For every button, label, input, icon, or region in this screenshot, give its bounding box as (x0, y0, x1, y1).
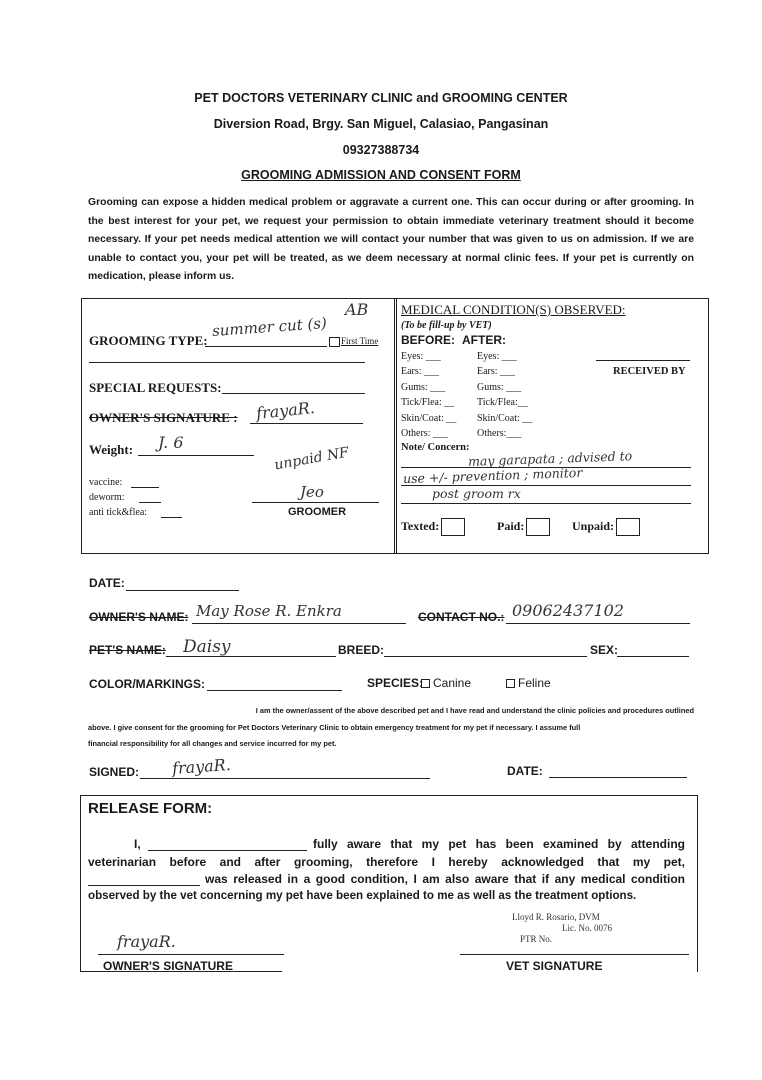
vet-signature-label: VET SIGNATURE (506, 959, 603, 973)
before-item[interactable]: Gums: ___ (401, 381, 446, 393)
grooming-type-value[interactable]: summer cut (s) (211, 314, 328, 340)
sex-field[interactable] (617, 656, 689, 657)
first-time-label: First Time (341, 336, 379, 346)
pet-name-label: PET'S NAME: (89, 643, 166, 657)
pet-name-value[interactable]: Daisy (183, 637, 231, 657)
note-line-3[interactable]: post groom rx (432, 486, 521, 501)
vet-stamp-ptr: PTR No. (520, 934, 553, 944)
release-owner-signature-label: OWNER'S SIGNATURE (103, 959, 233, 973)
note-line-2[interactable]: use +/- prevention ; monitor (402, 464, 583, 487)
paid-option[interactable] (497, 518, 550, 536)
texted-option[interactable] (401, 518, 465, 536)
note-line-1[interactable]: may garapata ; advised to (467, 448, 633, 469)
owner-signature-value[interactable]: frayaR. (255, 397, 316, 424)
paid-label: Paid: (497, 518, 525, 533)
after-item[interactable]: Skin/Coat: __ (477, 412, 533, 424)
after-item[interactable]: Others:___ (477, 428, 522, 440)
deworm-field[interactable] (139, 502, 161, 503)
owner-name-line (192, 623, 406, 624)
release-title: RELEASE FORM: (88, 800, 213, 817)
before-item[interactable]: Ears: ___ (401, 366, 440, 378)
before-item[interactable]: Tick/Flea: __ (401, 397, 455, 409)
owner-signature-label: OWNER'S SIGNATURE : (89, 410, 238, 425)
first-time-option[interactable] (329, 336, 378, 347)
before-item[interactable]: Others: ___ (401, 428, 448, 440)
clinic-address: Diversion Road, Brgy. San Miguel, Calasiao, Pangasinan (213, 117, 549, 131)
vaccine-field[interactable] (131, 487, 159, 488)
handwritten-ab: AB (345, 300, 369, 319)
sex-label: SEX: (590, 643, 619, 657)
owner-signature-line (250, 423, 363, 424)
date-field[interactable] (126, 590, 239, 591)
groomer-value[interactable]: Jeo (300, 483, 324, 501)
grooming-type-line (205, 346, 327, 347)
weight-value[interactable]: J. 6 (158, 433, 184, 452)
species-canine-option[interactable] (418, 676, 471, 690)
intro-paragraph: Grooming can expose a hidden medical problem or aggravate a current one. This can occur during or after grooming. In the best interest for your pet, we request your permission to obtain immediate veterinary treatment should it become necessary. If your pet needs medical attention we will contact your number that was given to us on admission. If we are unable to contact you, your pet will be treated, as we deem necessary at normal clinic fees. If your pet is currently on medication, please inform us. (88, 197, 694, 283)
pet-name-line (166, 656, 336, 657)
deworm-label: deworm: (89, 492, 125, 503)
note-rule-3 (401, 503, 691, 504)
after-label: AFTER: (462, 333, 506, 347)
special-requests-field[interactable] (222, 393, 365, 394)
antitick-label: anti tick&flea: (89, 507, 148, 518)
after-item[interactable]: Tick/Flea:__ (477, 397, 528, 409)
texted-label: Texted: (401, 518, 440, 533)
after-item[interactable]: Ears: ___ (477, 366, 516, 378)
groomer-label: GROOMER (288, 506, 347, 518)
clinic-name: PET DOCTORS VETERINARY CLINIC and GROOMING CENTER (194, 91, 568, 105)
after-item[interactable]: Eyes: ___ (477, 351, 517, 362)
breed-field[interactable] (384, 656, 587, 657)
breed-label: BREED: (338, 643, 385, 657)
feline-checkbox[interactable] (506, 679, 515, 688)
consent-date-field[interactable] (549, 777, 687, 778)
release-line-2: veterinarian before and after grooming, therefore I hereby acknowledged that my pet, (88, 855, 685, 869)
form-title: GROOMING ADMISSION AND CONSENT FORM (241, 168, 521, 182)
before-list (401, 349, 456, 441)
before-item[interactable]: Eyes: ___ (401, 351, 441, 362)
unpaid-checkbox[interactable] (616, 518, 640, 536)
canine-checkbox[interactable] (421, 679, 430, 688)
clinic-phone: 09327388734 (342, 143, 420, 157)
unpaid-option[interactable] (572, 518, 640, 536)
grooming-type-label: GROOMING TYPE: (89, 333, 208, 348)
texted-checkbox[interactable] (441, 518, 465, 536)
special-requests-label: SPECIAL REQUESTS: (89, 380, 222, 395)
weight-line (138, 455, 254, 456)
contact-label: CONTACT NO.: (418, 610, 505, 624)
medical-subtitle: (To be fill-up by VET) (401, 320, 492, 331)
release-name-field[interactable] (148, 850, 307, 851)
medical-title: MEDICAL CONDITION(S) OBSERVED: (401, 302, 626, 317)
note-label: Note/ Concern: (401, 442, 470, 453)
unpaid-label: Unpaid: (572, 518, 615, 533)
consent-date-label: DATE: (507, 764, 543, 778)
first-time-checkbox[interactable] (329, 337, 340, 347)
vet-stamp (512, 912, 612, 945)
groomer-line (252, 502, 379, 503)
signed-value[interactable]: frayaR. (171, 754, 232, 779)
release-line-4: observed by the vet concerning my pet have been explained to me as well as the treatment options. (88, 889, 637, 902)
vaccine-label: vaccine: (89, 477, 123, 488)
date-label: DATE: (89, 576, 125, 590)
grooming-type-extra-line (89, 362, 365, 363)
owner-name-label: OWNER'S NAME: (89, 610, 189, 624)
release-i: I, (134, 837, 141, 851)
contact-value[interactable]: 09062437102 (512, 601, 624, 620)
owner-name-value[interactable]: May Rose R. Enkra (196, 602, 342, 620)
signed-line (140, 778, 430, 779)
species-label: SPECIES: (367, 676, 424, 690)
species-feline-option[interactable] (503, 676, 551, 690)
before-item[interactable]: Skin/Coat: __ (401, 412, 457, 424)
paid-checkbox[interactable] (526, 518, 550, 536)
color-label: COLOR/MARKINGS: (89, 677, 205, 691)
contact-line (506, 623, 690, 624)
consent-line-1: I am the owner/assent of the above described pet and I have read and understand the clinic policies and procedures outlined (255, 706, 694, 715)
color-field[interactable] (207, 690, 342, 691)
canine-label: Canine (433, 676, 472, 690)
vet-stamp-license: Lic. No. 0076 (562, 923, 612, 933)
release-line-1: fully aware that my pet has been examined by attending (313, 837, 685, 851)
release-line-3: was released in a good condition, I am also aware that if any medical condition (205, 872, 685, 886)
consent-line-3: financial responsibility for all changes and service incurred for my pet. (88, 739, 337, 748)
weight-label: Weight: (89, 442, 134, 457)
handwritten-unpaid: unpaid NF (273, 444, 351, 474)
received-by-label: RECEIVED BY (613, 366, 686, 377)
after-item[interactable]: Gums: ___ (477, 381, 522, 393)
consent-line-2: above. I give consent for the grooming for Pet Doctors Veterinary Clinic to obtain emergency treatment for my pet if necessary. I assume full (88, 723, 581, 732)
antitick-field[interactable] (161, 517, 182, 518)
before-label: BEFORE: (401, 333, 455, 347)
vet-stamp-name: Lloyd R. Rosario, DVM (512, 912, 600, 922)
feline-label: Feline (518, 676, 551, 690)
after-list (477, 349, 532, 441)
release-owner-signature-value[interactable]: frayaR. (117, 932, 176, 951)
signed-label: SIGNED: (89, 765, 140, 779)
release-owner-signature-line (98, 954, 284, 955)
release-pet-field[interactable] (88, 885, 200, 886)
vet-signature-line (460, 954, 689, 955)
received-by-line[interactable] (596, 360, 690, 361)
